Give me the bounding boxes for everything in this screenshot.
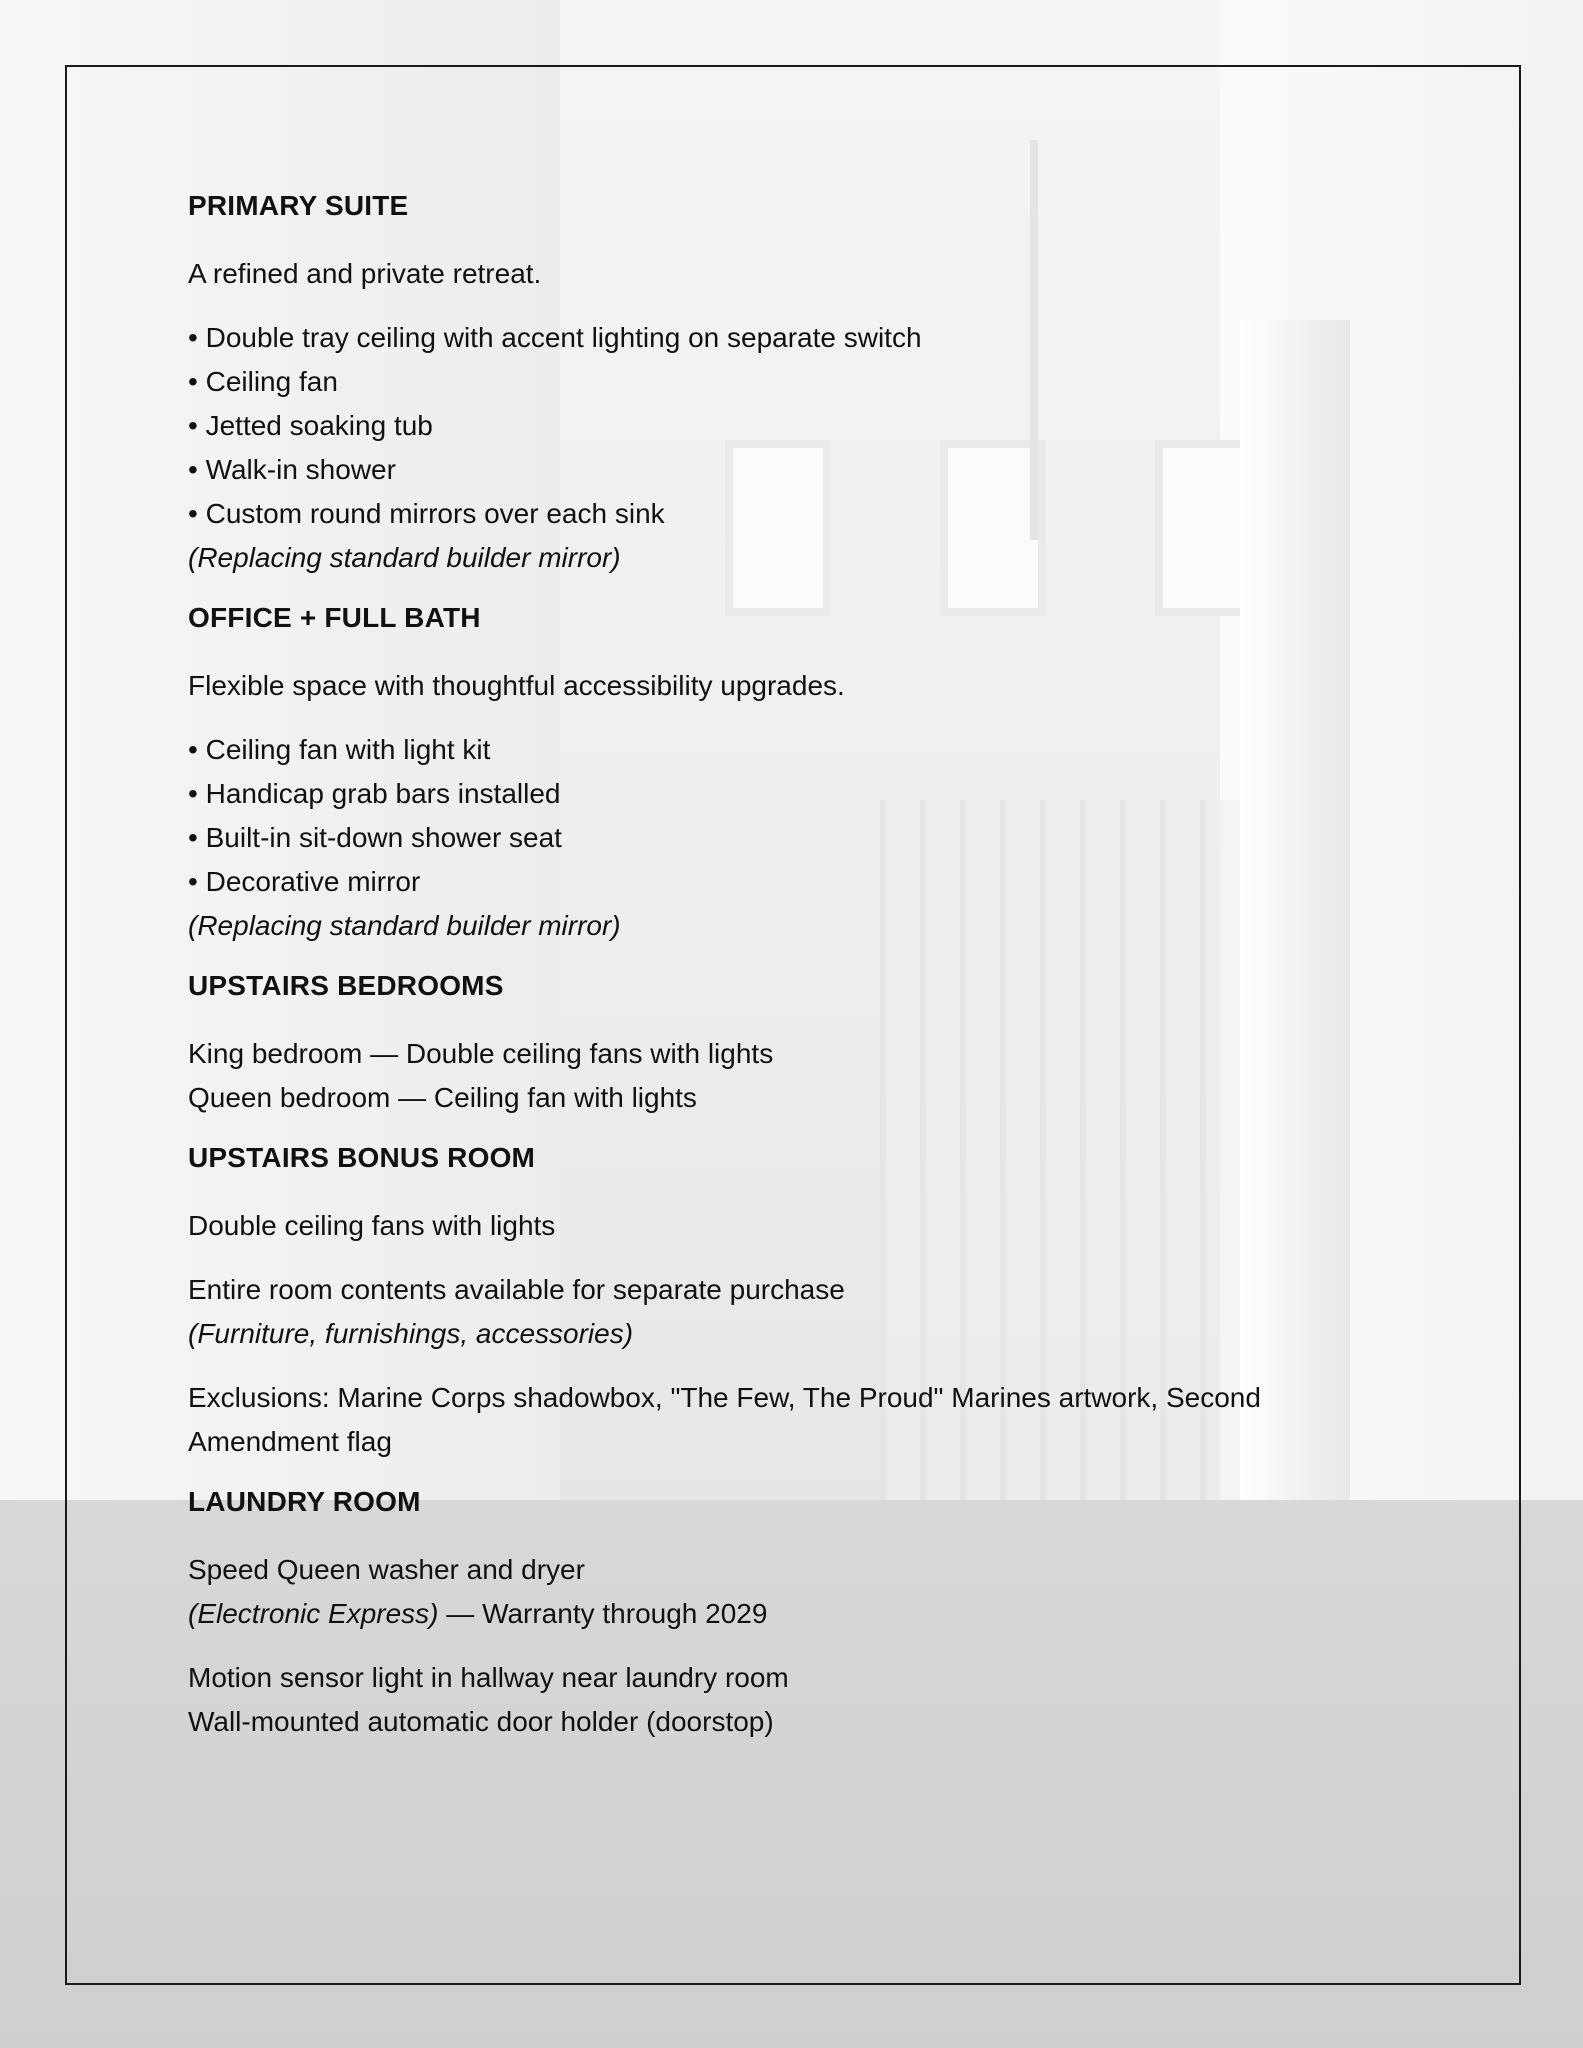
- laundry-washer: Speed Queen washer and dryer: [188, 1554, 585, 1585]
- list-item: • Walk-in shower: [188, 448, 1388, 492]
- bonus-contents: Entire room contents available for separate purchase: [188, 1274, 845, 1305]
- bedroom-line: Queen bedroom — Ceiling fan with lights: [188, 1082, 697, 1113]
- section-upstairs-bonus-room: [188, 1140, 1388, 1464]
- bonus-contents-note: (Furniture, furnishings, accessories): [188, 1318, 634, 1349]
- bedroom-line: King bedroom — Double ceiling fans with lights: [188, 1038, 774, 1069]
- section-heading: OFFICE + FULL BATH: [188, 602, 481, 633]
- list-item: • Handicap grab bars installed: [188, 772, 1388, 816]
- section-heading: LAUNDRY ROOM: [188, 1486, 421, 1517]
- laundry-warranty-line: [188, 1592, 1388, 1636]
- list-item: • Custom round mirrors over each sink: [188, 492, 1388, 536]
- laundry-line: Motion sensor light in hallway near laundry room: [188, 1662, 789, 1693]
- list-item: • Jetted soaking tub: [188, 404, 1388, 448]
- list-item: • Ceiling fan: [188, 360, 1388, 404]
- bonus-exclusions: Exclusions: Marine Corps shadowbox, "The Few, The Proud" Marines artwork, Second Amendment flag: [188, 1382, 1261, 1457]
- section-note: (Replacing standard builder mirror): [188, 910, 621, 941]
- feature-list: [188, 316, 1388, 536]
- section-intro: Flexible space with thoughtful accessibility upgrades.: [188, 670, 845, 701]
- section-office-full-bath: [188, 600, 1388, 948]
- list-item: • Double tray ceiling with accent lighting on separate switch: [188, 316, 1388, 360]
- bonus-fans: Double ceiling fans with lights: [188, 1210, 556, 1241]
- section-laundry-room: [188, 1484, 1388, 1744]
- section-heading: UPSTAIRS BEDROOMS: [188, 970, 504, 1001]
- list-item: • Ceiling fan with light kit: [188, 728, 1388, 772]
- section-heading: PRIMARY SUITE: [188, 190, 409, 221]
- laundry-line: Wall-mounted automatic door holder (doorstop): [188, 1706, 774, 1737]
- section-primary-suite: [188, 188, 1388, 580]
- laundry-vendor: (Electronic Express): [188, 1598, 439, 1629]
- section-note: (Replacing standard builder mirror): [188, 542, 621, 573]
- feature-list-content: [188, 188, 1388, 1764]
- section-upstairs-bedrooms: [188, 968, 1388, 1120]
- list-item: • Built-in sit-down shower seat: [188, 816, 1388, 860]
- list-item: • Decorative mirror: [188, 860, 1388, 904]
- feature-list: [188, 728, 1388, 904]
- laundry-warranty: — Warranty through 2029: [438, 1598, 768, 1629]
- section-heading: UPSTAIRS BONUS ROOM: [188, 1142, 536, 1173]
- section-intro: A refined and private retreat.: [188, 258, 542, 289]
